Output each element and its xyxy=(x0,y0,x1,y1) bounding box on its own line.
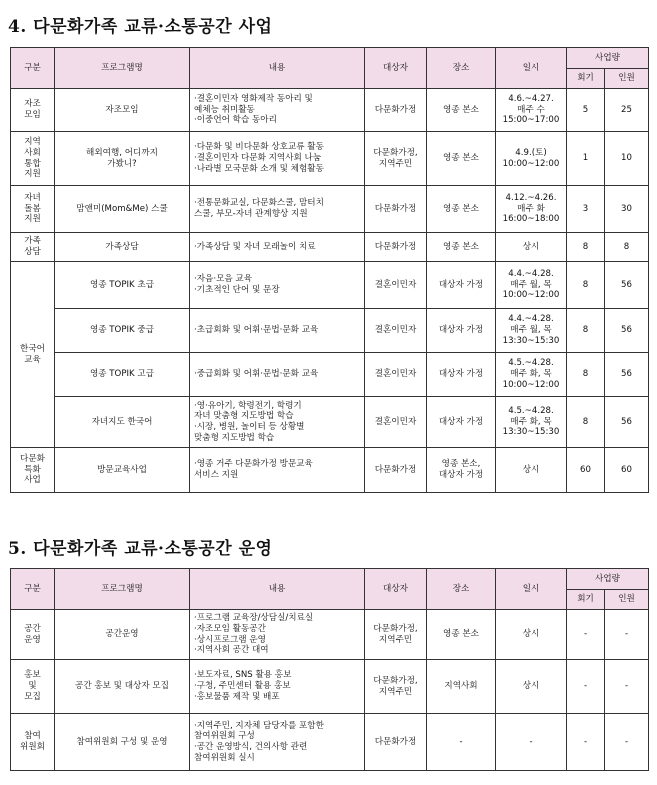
header-program: 프로그램명 xyxy=(55,569,190,610)
row-sessions: 8 xyxy=(567,353,605,397)
row-content: ·결혼이민자 영화제작 동아리 및 예체능 취미활동 ·이중언어 학습 동아리 xyxy=(190,89,365,132)
row-sessions: 8 xyxy=(567,262,605,309)
row-sessions: 5 xyxy=(567,89,605,132)
row-category: 한국어 교육 xyxy=(11,262,55,448)
row-content: ·전통문화교실, 다문화스쿨, 맘터치 스쿨, 부모-자녀 관계향상 지원 xyxy=(190,186,365,233)
row-content: ·영·유아기, 학령전기, 학령기 자녀 맞춤형 지도방법 학습 ·시장, 병원, 놀이터 등 상황별 맞춤형 지도방법 학습 xyxy=(190,397,365,448)
row-schedule: 4.9.(토) 10:00~12:00 xyxy=(496,132,567,186)
row-program: 영종 TOPIK 초급 xyxy=(55,262,190,309)
row-program: 공간운영 xyxy=(55,610,190,660)
row-place: 영종 본소 xyxy=(427,610,496,660)
row-content: ·보도자료, SNS 활용 홍보 ·구청, 주민센터 활용 홍보 ·홍보물품 제작 및 배포 xyxy=(190,660,365,714)
row-target: 결혼이민자 xyxy=(365,262,427,309)
row-place: 영종 본소 xyxy=(427,186,496,233)
table-row xyxy=(11,714,649,771)
row-sessions: 1 xyxy=(567,132,605,186)
section-4-title: 4. 다문화가족 교류·소통공간 사업 xyxy=(8,17,273,37)
row-content: ·다문화 및 비다문화 상호교류 활동 ·결혼이민자 다문화 지역사회 나눔 ·나라별 모국문화 소개 및 체험활동 xyxy=(190,132,365,186)
row-schedule: 4.5.~4.28. 매주 화, 목 13:30~15:30 xyxy=(496,397,567,448)
row-category: 가족 상담 xyxy=(11,233,55,262)
row-place: 대상자 가정 xyxy=(427,353,496,397)
row-program: 해외여행, 어디까지 가봤니? xyxy=(55,132,190,186)
row-people: 56 xyxy=(605,262,649,309)
row-schedule: 4.12.~4.26. 매주 화 16:00~18:00 xyxy=(496,186,567,233)
row-content: ·프로그램 교육장/상담실/치료실 ·자조모임 활동공간 ·상시프로그램 운영 ·지역사회 공간 대여 xyxy=(190,610,365,660)
row-target: 다문화가정 xyxy=(365,89,427,132)
table-row xyxy=(11,397,649,448)
row-program: 참여위원회 구성 및 운영 xyxy=(55,714,190,771)
table-row xyxy=(11,132,649,186)
row-target: 결혼이민자 xyxy=(365,397,427,448)
row-sessions: - xyxy=(567,714,605,771)
row-target: 다문화가정, 지역주민 xyxy=(365,660,427,714)
row-people: - xyxy=(605,714,649,771)
header-people: 인원 xyxy=(605,69,649,89)
table-row xyxy=(11,233,649,262)
row-schedule: - xyxy=(496,714,567,771)
row-sessions: - xyxy=(567,610,605,660)
table-row xyxy=(11,309,649,353)
row-program: 맘앤미(Mom&Me) 스쿨 xyxy=(55,186,190,233)
row-target: 다문화가정 xyxy=(365,233,427,262)
section-5-title: 5. 다문화가족 교류·소통공간 운영 xyxy=(8,539,273,559)
table-header-row xyxy=(11,569,649,590)
row-category: 자조 모임 xyxy=(11,89,55,132)
section-5-table xyxy=(10,568,649,771)
row-content: ·중급회화 및 어휘·문법·문화 교육 xyxy=(190,353,365,397)
row-program: 영종 TOPIK 중급 xyxy=(55,309,190,353)
row-place: 영종 본소 xyxy=(427,233,496,262)
row-category: 공간 운영 xyxy=(11,610,55,660)
header-people: 인원 xyxy=(605,590,649,610)
row-people: 8 xyxy=(605,233,649,262)
row-program: 영종 TOPIK 고급 xyxy=(55,353,190,397)
row-category: 자녀 돌봄 지원 xyxy=(11,186,55,233)
row-category: 참여 위원회 xyxy=(11,714,55,771)
row-people: 56 xyxy=(605,353,649,397)
row-sessions: 8 xyxy=(567,309,605,353)
row-place: 대상자 가정 xyxy=(427,309,496,353)
row-program: 방문교육사업 xyxy=(55,448,190,493)
header-category: 구분 xyxy=(11,569,55,610)
row-schedule: 상시 xyxy=(496,448,567,493)
row-content: ·자음·모음 교육 ·기초적인 단어 및 문장 xyxy=(190,262,365,309)
table-row xyxy=(11,89,649,132)
row-people: 56 xyxy=(605,309,649,353)
row-place: - xyxy=(427,714,496,771)
row-content: ·초급회화 및 어휘·문법·문화 교육 xyxy=(190,309,365,353)
row-category: 지역 사회 통합 지원 xyxy=(11,132,55,186)
row-place: 대상자 가정 xyxy=(427,262,496,309)
row-place: 영종 본소, 대상자 가정 xyxy=(427,448,496,493)
header-place: 장소 xyxy=(427,48,496,89)
table-row xyxy=(11,610,649,660)
header-schedule: 일시 xyxy=(496,569,567,610)
row-program: 가족상담 xyxy=(55,233,190,262)
row-schedule: 상시 xyxy=(496,233,567,262)
table-row xyxy=(11,353,649,397)
header-sessions: 회기 xyxy=(567,590,605,610)
row-target: 결혼이민자 xyxy=(365,309,427,353)
header-scale: 사업량 xyxy=(567,48,649,69)
row-content: ·지역주민, 지자체 담당자를 포함한 참여위원회 구성 ·공간 운영방식, 건의사항 관련 참여위원회 실시 xyxy=(190,714,365,771)
header-content: 내용 xyxy=(190,569,365,610)
row-schedule: 4.6.~4.27. 매주 수 15:00~17:00 xyxy=(496,89,567,132)
header-category: 구분 xyxy=(11,48,55,89)
row-content: ·영종 거주 다문화가정 방문교육 서비스 지원 xyxy=(190,448,365,493)
row-program: 공간 홍보 및 대상자 모집 xyxy=(55,660,190,714)
table-row xyxy=(11,660,649,714)
header-schedule: 일시 xyxy=(496,48,567,89)
row-target: 다문화가정 xyxy=(365,448,427,493)
row-place: 대상자 가정 xyxy=(427,397,496,448)
row-category: 다문화 특화 사업 xyxy=(11,448,55,493)
row-target: 결혼이민자 xyxy=(365,353,427,397)
header-place: 장소 xyxy=(427,569,496,610)
row-sessions: 60 xyxy=(567,448,605,493)
row-sessions: - xyxy=(567,660,605,714)
row-people: 60 xyxy=(605,448,649,493)
row-target: 다문화가정 xyxy=(365,714,427,771)
row-people: 10 xyxy=(605,132,649,186)
header-target: 대상자 xyxy=(365,48,427,89)
row-schedule: 4.5.~4.28. 매주 화, 목 10:00~12:00 xyxy=(496,353,567,397)
row-content: ·가족상담 및 자녀 모래놀이 치료 xyxy=(190,233,365,262)
header-program: 프로그램명 xyxy=(55,48,190,89)
row-people: 56 xyxy=(605,397,649,448)
row-target: 다문화가정, 지역주민 xyxy=(365,132,427,186)
row-sessions: 8 xyxy=(567,233,605,262)
row-people: - xyxy=(605,610,649,660)
header-content: 내용 xyxy=(190,48,365,89)
row-target: 다문화가정 xyxy=(365,186,427,233)
header-scale: 사업량 xyxy=(567,569,649,590)
row-category: 홍보 및 모집 xyxy=(11,660,55,714)
header-target: 대상자 xyxy=(365,569,427,610)
row-people: - xyxy=(605,660,649,714)
row-place: 영종 본소 xyxy=(427,89,496,132)
row-people: 25 xyxy=(605,89,649,132)
row-schedule: 4.4.~4.28. 매주 월, 목 13:30~15:30 xyxy=(496,309,567,353)
row-place: 영종 본소 xyxy=(427,132,496,186)
header-sessions: 회기 xyxy=(567,69,605,89)
table-row xyxy=(11,186,649,233)
table-header-row xyxy=(11,48,649,69)
row-schedule: 상시 xyxy=(496,610,567,660)
section-4-table xyxy=(10,47,649,493)
row-program: 자녀지도 한국어 xyxy=(55,397,190,448)
row-target: 다문화가정, 지역주민 xyxy=(365,610,427,660)
row-schedule: 상시 xyxy=(496,660,567,714)
row-program: 자조모임 xyxy=(55,89,190,132)
row-sessions: 8 xyxy=(567,397,605,448)
table-row xyxy=(11,448,649,493)
table-row xyxy=(11,262,649,309)
row-place: 지역사회 xyxy=(427,660,496,714)
row-sessions: 3 xyxy=(567,186,605,233)
row-people: 30 xyxy=(605,186,649,233)
row-schedule: 4.4.~4.28. 매주 월, 목 10:00~12:00 xyxy=(496,262,567,309)
